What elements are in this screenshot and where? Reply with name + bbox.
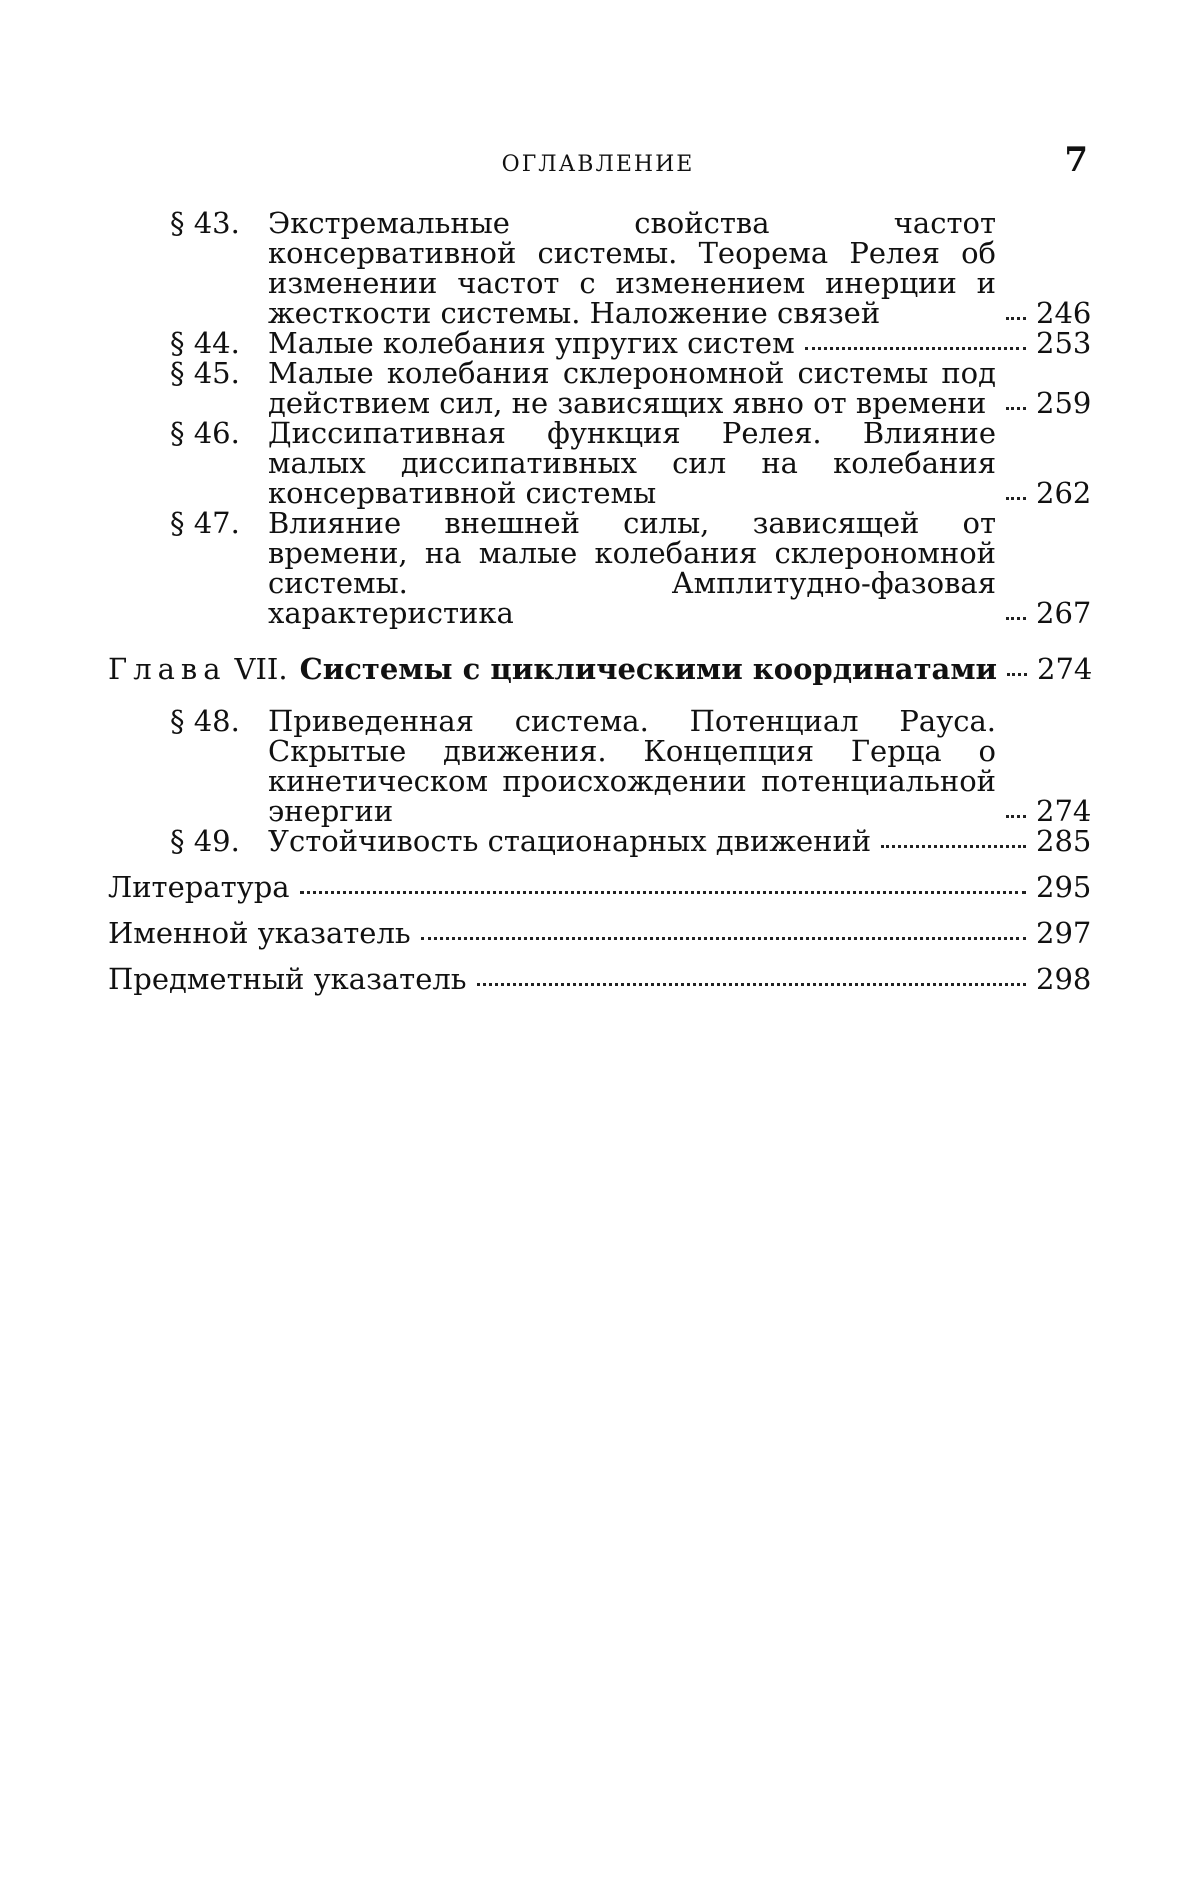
section-number: § 49. (170, 824, 240, 858)
back-matter-page: 297 (1036, 916, 1092, 950)
toc-entry-49[interactable] (108, 824, 1092, 858)
leader-dots (1007, 673, 1027, 676)
leader-dots (300, 891, 1026, 894)
running-header (108, 140, 1088, 184)
toc-entry-47[interactable] (108, 506, 1092, 630)
page-number: 7 (1064, 140, 1088, 180)
section-number: § 48. (170, 704, 240, 738)
back-matter-title: Предметный указатель (108, 962, 467, 996)
section-title: Устойчивость стационарных движений (268, 824, 872, 858)
chapter-label: Глава (108, 652, 227, 686)
section-number: § 43. (170, 206, 240, 240)
toc-literature[interactable] (108, 870, 1092, 904)
section-title: Экстремальные свойства частот консервативной системы. Теорема Релея об изменении частот с изменением инерции и жесткости системы. Наложение связей (268, 206, 996, 330)
section-title: Малые колебания склерономной системы под действием сил, не зависящих явно от времени (268, 356, 996, 420)
back-matter-title: Именной указатель (108, 916, 411, 950)
section-page: 246 (1036, 296, 1092, 330)
toc-page (108, 140, 1093, 996)
section-title: Диссипативная функция Релея. Влияние малых диссипативных сил на колебания консервативной системы (268, 416, 996, 510)
section-page: 259 (1036, 386, 1092, 420)
leader-dots (477, 983, 1026, 986)
section-number: § 45. (170, 356, 240, 390)
section-number: § 46. (170, 416, 240, 450)
back-matter-page: 298 (1036, 962, 1092, 996)
leader-dots (421, 937, 1026, 940)
chapter-page: 274 (1037, 652, 1093, 686)
section-title: Влияние внешней силы, зависящей от времени, на малые колебания склерономной системы. Амплитудно-фазовая характеристика (268, 506, 996, 630)
leader-dots (1006, 617, 1026, 620)
toc-name-index[interactable] (108, 916, 1092, 950)
toc-chapter-7[interactable] (108, 652, 1093, 686)
section-number: § 47. (170, 506, 240, 540)
toc-entry-48[interactable] (108, 704, 1092, 828)
toc-subject-index[interactable] (108, 962, 1092, 996)
section-title: Приведенная система. Потенциал Рауса. Скрытые движения. Концепция Герца о кинетическом происхождении потенциальной энергии (268, 704, 996, 828)
section-page: 274 (1036, 794, 1092, 828)
section-page: 267 (1036, 596, 1092, 630)
back-matter-page: 295 (1036, 870, 1092, 904)
chapter-number: VII. (234, 652, 288, 686)
section-page: 285 (1036, 824, 1092, 858)
chapter-title: Системы с циклическими координатами (299, 652, 998, 686)
toc-entry-45[interactable] (108, 356, 1092, 420)
section-page: 253 (1036, 326, 1092, 360)
toc-entry-43[interactable] (108, 206, 1092, 330)
leader-dots (805, 347, 1026, 350)
leader-dots (1006, 407, 1026, 410)
section-number: § 44. (170, 326, 240, 360)
section-page: 262 (1036, 476, 1092, 510)
toc-entry-46[interactable] (108, 416, 1092, 510)
running-title: ОГЛАВЛЕНИЕ (501, 152, 695, 177)
leader-dots (881, 845, 1026, 848)
leader-dots (1006, 497, 1026, 500)
section-title: Малые колебания упругих систем (268, 326, 795, 360)
leader-dots (1006, 815, 1026, 818)
back-matter-title: Литература (108, 870, 290, 904)
leader-dots (1006, 317, 1026, 320)
toc-entry-44[interactable] (108, 326, 1092, 360)
